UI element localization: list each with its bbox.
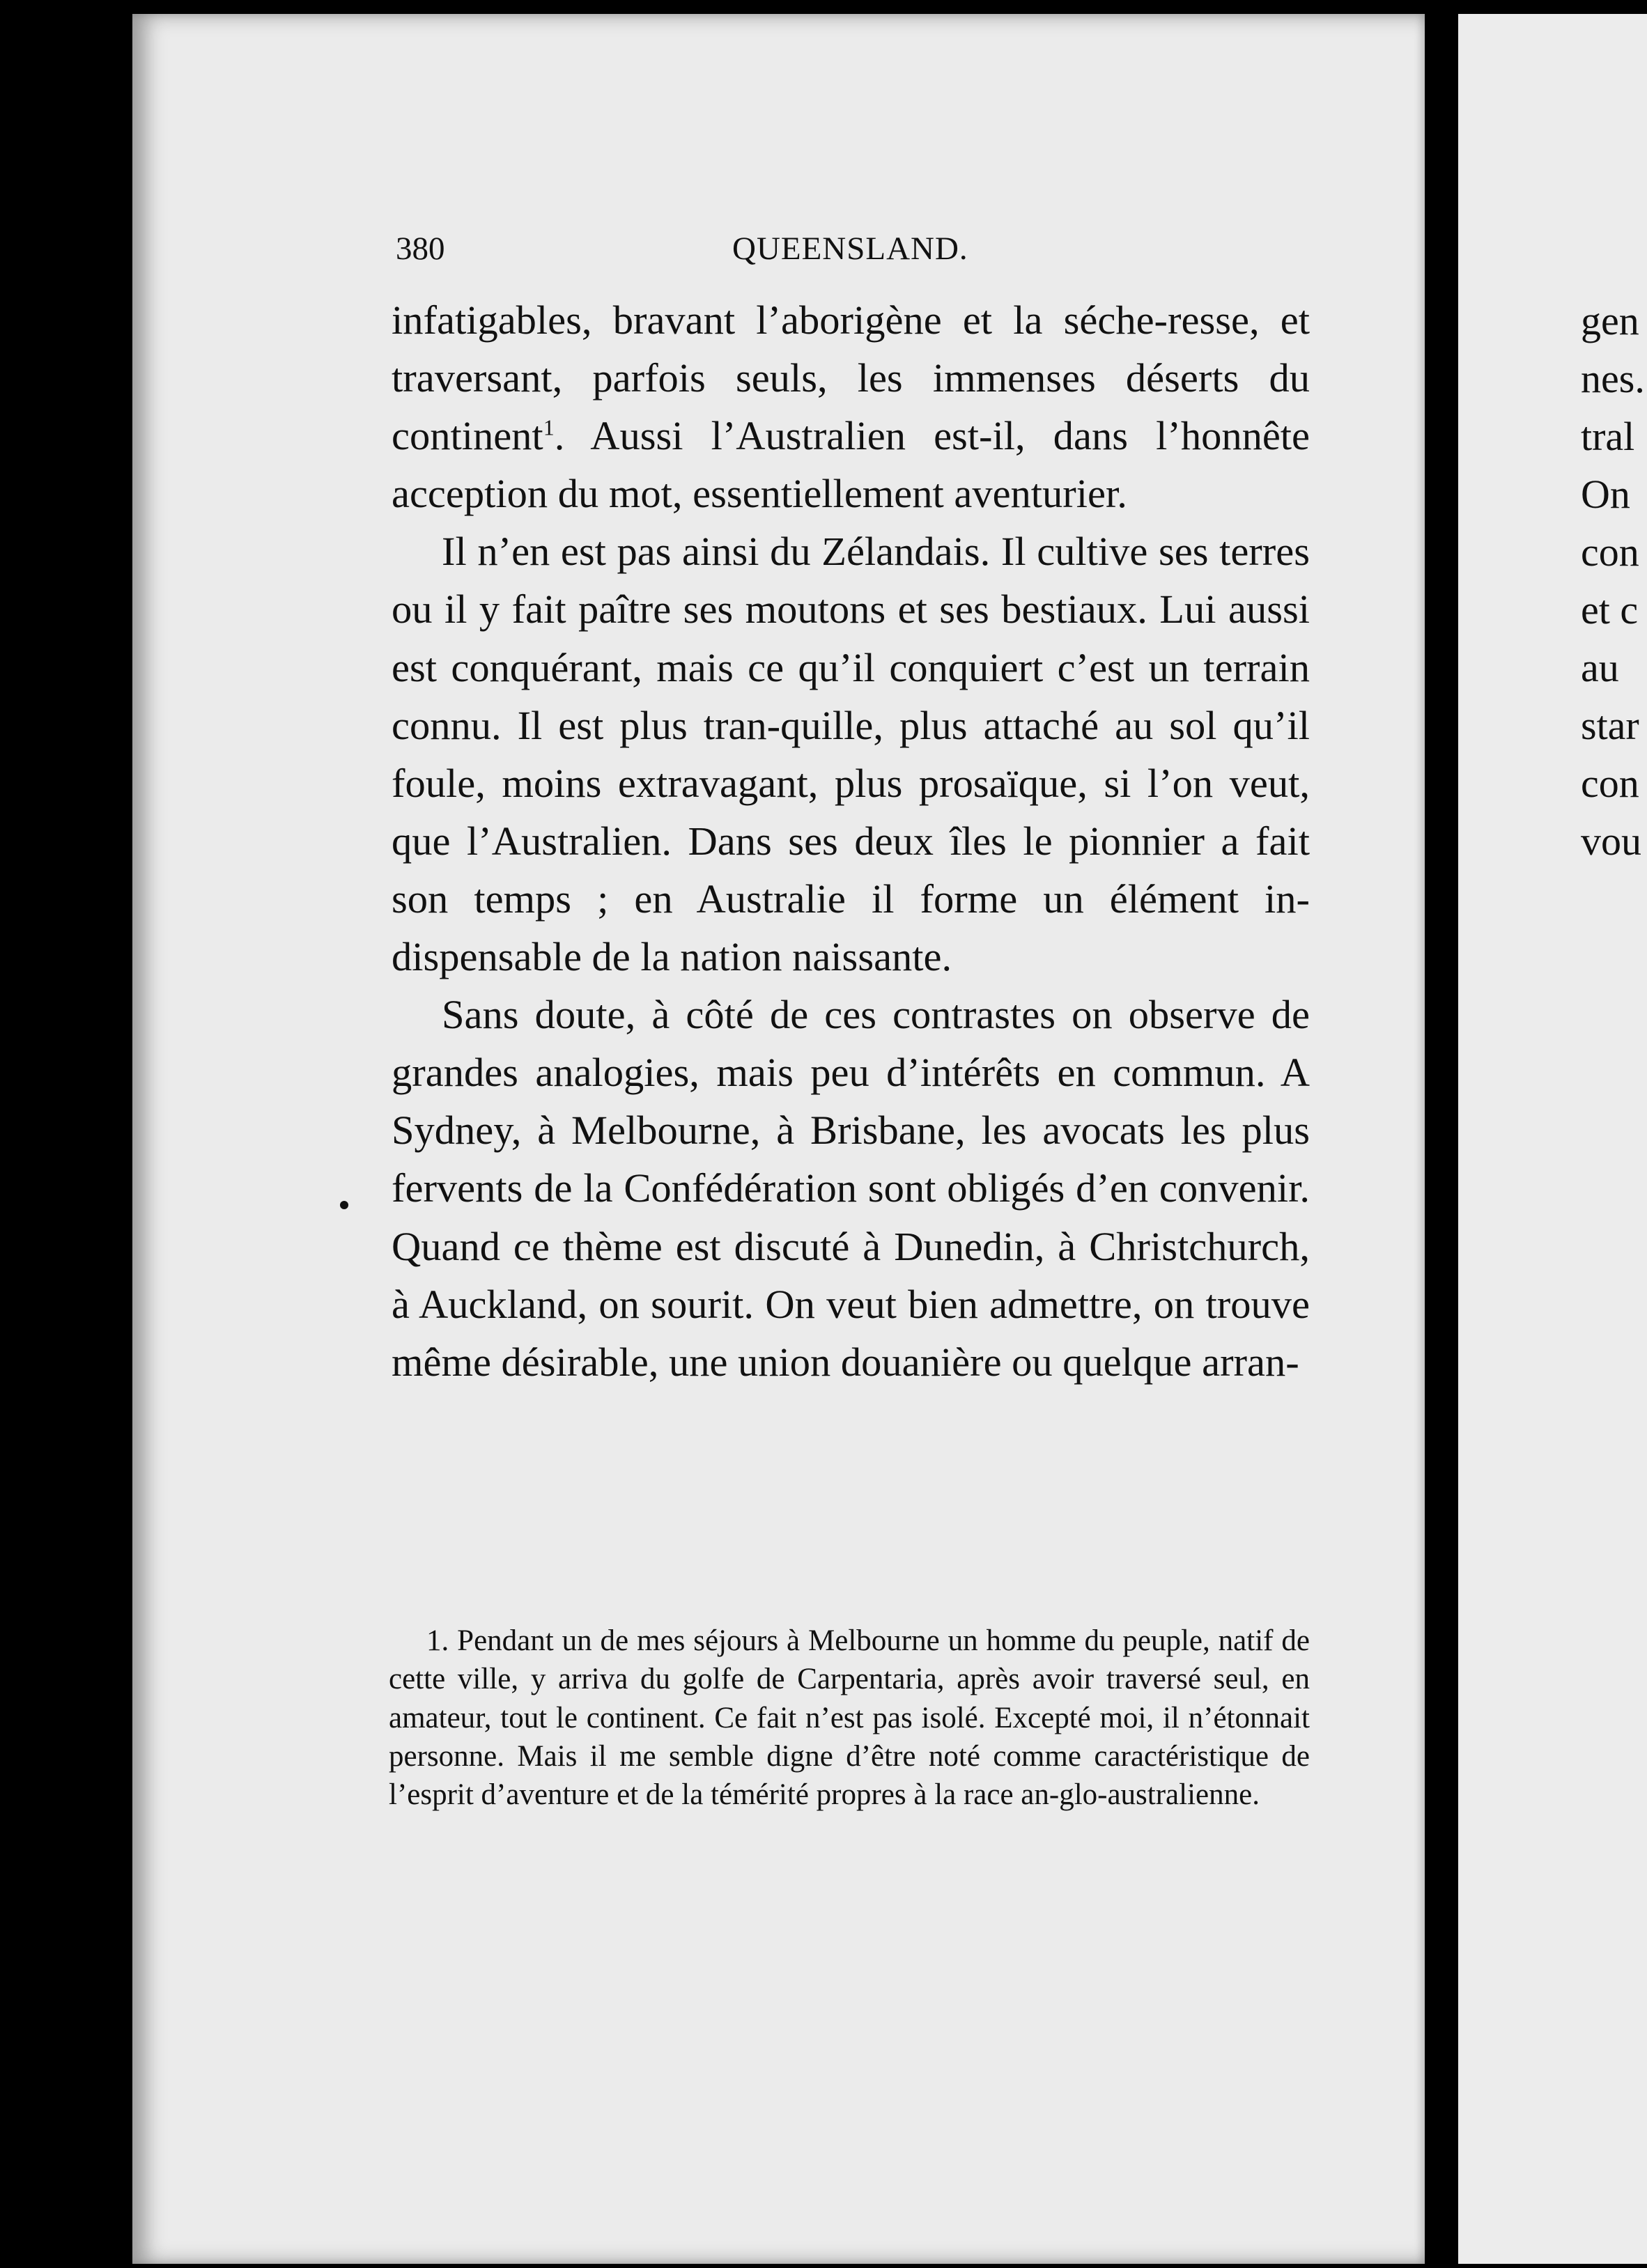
facing-page-line: au (1581, 645, 1619, 690)
running-head (396, 230, 1308, 272)
margin-bullet-mark (340, 1201, 348, 1209)
facing-page-line: gen (1581, 298, 1639, 343)
facing-page-line: nes. (1581, 356, 1645, 401)
paragraph-3: Sans doute, à côté de ces contrastes on observe de grandes analogies, mais peu d’intérêts en commun. A Sydney, à Melbourne, à Brisbane, les avocats les plus fervents de la Confédération sont obligés d’en convenir. Quand ce thème est discuté à Dunedin, à Christchurch, à Auckland, on sourit. On veut bien admettre, on trouve même désirable, une union douanière ou quelque arran- (392, 992, 1310, 1385)
paragraph-1-text: infatigables, bravant l’aborigène et la séche-resse, et traversant, parfois seuls, les immenses déserts du continent (392, 297, 1310, 459)
page-number: 380 (396, 231, 445, 267)
facing-page-line: tral (1581, 414, 1635, 459)
paragraph-1 (392, 291, 1310, 522)
facing-page-line: star (1581, 703, 1639, 748)
paragraph-2: Il n’en est pas ainsi du Zélandais. Il cultive ses terres ou il y fait paître ses moutons et ses bestiaux. Lui aussi est conquérant, mais ce qu’il conquiert c’est un terrain connu. Il est plus tran-quille, plus attaché au sol qu’il foule, moins extravagant, plus prosaïque, si l’on veut, que l’Australien. Dans ses deux îles le pionnier a fait son temps ; en Australie il forme un élément in-dispensable de la nation naissante. (392, 529, 1310, 980)
facing-page-line: On (1581, 472, 1630, 517)
footnote-reference: 1 (543, 414, 555, 440)
page-gutter (1425, 0, 1458, 2268)
facing-page-line: con (1581, 761, 1639, 806)
facing-page-line: et c (1581, 587, 1639, 632)
body-text (392, 291, 1310, 1391)
facing-page-fragment (1458, 14, 1647, 2264)
paragraph-1-tail: . Aussi l’Australien est-il, dans l’honnête acception du mot, essentiellement aventurier. (392, 413, 1310, 517)
facing-page-line: con (1581, 529, 1639, 575)
footnote (389, 1622, 1310, 1814)
scan-left-border (0, 0, 132, 2268)
facing-page-line: vou (1581, 818, 1641, 864)
footnote-text: 1. Pendant un de mes séjours à Melbourne un homme du peuple, natif de cette ville, y arriva du golfe de Carpentaria, après avoir traversé seul, en amateur, tout le continent. Ce fait n’est pas isolé. Excepté moi, il n’étonnait personne. Mais il me semble digne d’être noté comme caractéristique de l’esprit d’aventure et de la témérité propres à la race an-glo-australienne. (389, 1624, 1310, 1812)
running-head-title: QUEENSLAND. (732, 231, 968, 267)
